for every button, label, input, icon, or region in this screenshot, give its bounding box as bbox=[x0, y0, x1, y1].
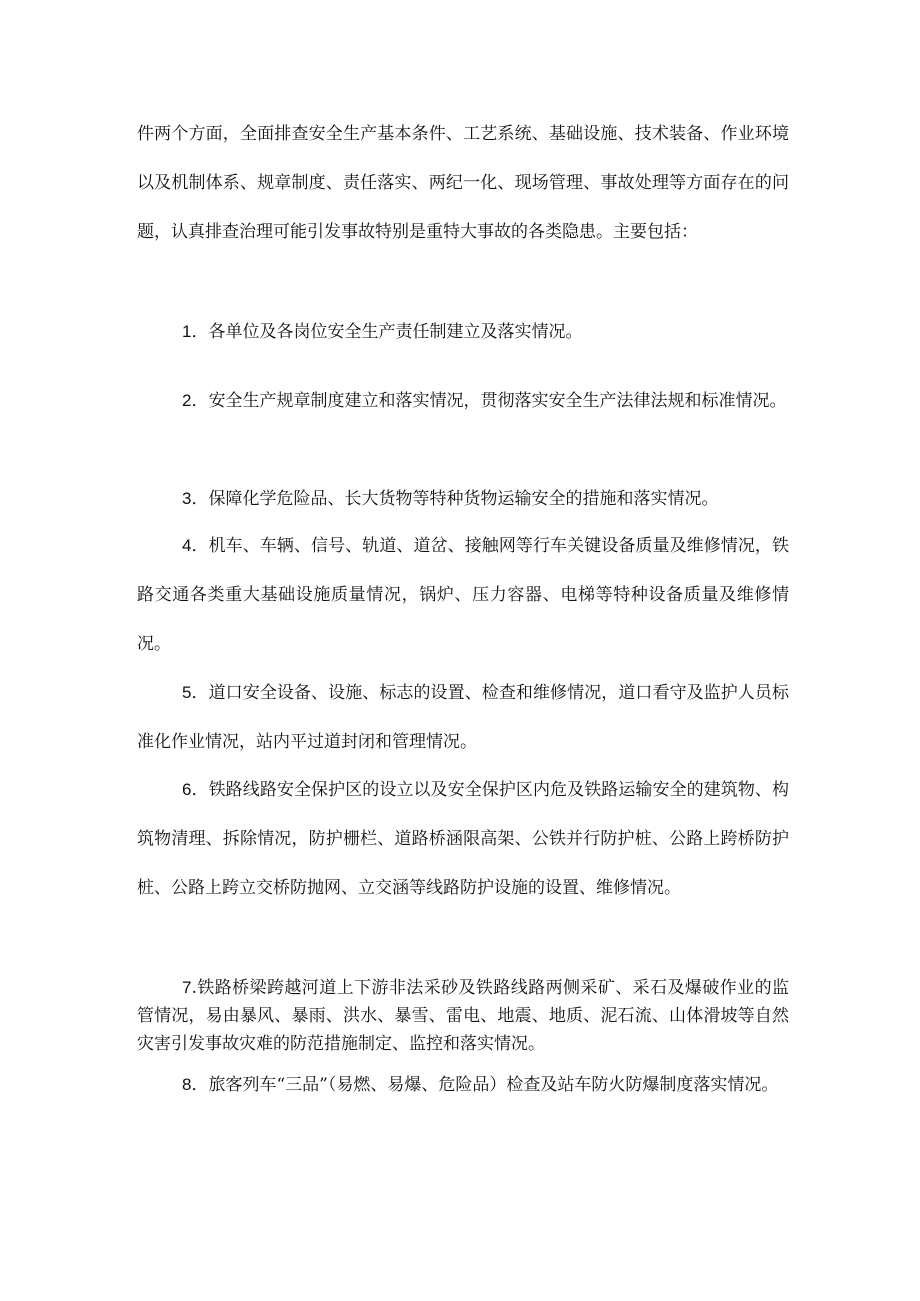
intro-paragraph: 件两个方面，全面排查安全生产基本条件、工艺系统、基础设施、技术装备、作业环境以及机制体系、规章制度、责任落实、两纪一化、现场管理、事故处理等方面存在的问题，认真排查治理可能引发事故特别是重特大事故的各类隐患。主要包括： bbox=[137, 124, 789, 242]
list-item bbox=[137, 974, 789, 1058]
item-number: 1 bbox=[182, 322, 192, 341]
item-text: ．旅客列车“三品”（易燃、易爆、危险品）检查及站车防火防爆制度落实情况。 bbox=[191, 1075, 779, 1095]
item-number: 3 bbox=[182, 489, 192, 508]
item-number: 7 bbox=[182, 978, 192, 997]
item-number: 2 bbox=[182, 391, 192, 410]
list-item bbox=[137, 765, 789, 913]
item-number: 8 bbox=[182, 1075, 192, 1094]
item-text: ．铁路线路安全保护区的设立以及安全保护区内危及铁路运输安全的建筑物、构筑物清理、拆除情况，防护栅栏、道路桥涵限高架、公铁并行防护桩、公路上跨桥防护桩、公路上跨立交桥防抛网、立交涵等线路防护设施的设置、维修情况。 bbox=[137, 780, 789, 898]
item-number: 5 bbox=[182, 683, 192, 702]
list-item bbox=[137, 1060, 789, 1110]
item-text: .铁路桥梁跨越河道上下游非法采砂及铁路线路两侧采矿、采石及爆破作业的监管情况，易由暴风、暴雨、洪水、暴雪、雷电、地震、地质、泥石流、山体滑坡等自然灾害引发事故灾难的防范措施制定、监控和落实情况。 bbox=[137, 978, 789, 1054]
item-text: ．保障化学危险品、长大货物等特种货物运输安全的措施和落实情况。 bbox=[191, 489, 719, 509]
list-item bbox=[137, 521, 789, 669]
item-text: ．各单位及各岗位安全生产责任制建立及落实情况。 bbox=[191, 322, 583, 342]
item-text: ．安全生产规章制度建立和落实情况，贯彻落实安全生产法律法规和标准情况。 bbox=[191, 391, 787, 411]
item-number: 4 bbox=[182, 536, 192, 555]
list-item bbox=[137, 376, 789, 426]
list-item bbox=[137, 668, 789, 767]
list-item bbox=[137, 307, 789, 357]
item-text: ．机车、车辆、信号、轨道、道岔、接触网等行车关键设备质量及维修情况，铁路交通各类重大基础设施质量情况，锅炉、压力容器、电梯等特种设备质量及维修情况。 bbox=[137, 536, 789, 654]
item-number: 6 bbox=[182, 780, 192, 799]
list-item bbox=[137, 474, 789, 524]
item-text: ．道口安全设备、设施、标志的设置、检查和维修情况，道口看守及监护人员标准化作业情况，站内平过道封闭和管理情况。 bbox=[137, 683, 789, 752]
